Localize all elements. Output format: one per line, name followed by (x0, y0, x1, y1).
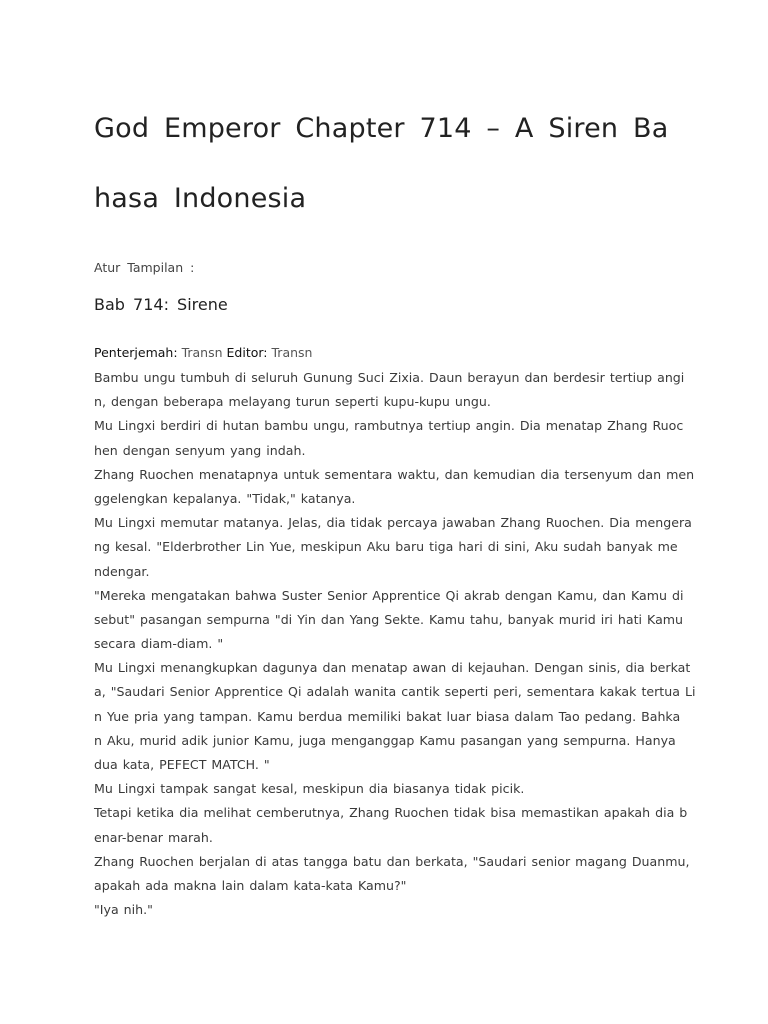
article-title-line-2: hasa Indonesia (94, 183, 307, 214)
body-line: sebut" pasangan sempurna "di Yin dan Yang Sekte. Kamu tahu, banyak murid iri hati Kamu (94, 611, 684, 627)
body-line: Zhang Ruochen berjalan di atas tangga batu dan berkata, "Saudari senior magang Duanmu, (94, 853, 690, 869)
body-line: ggelengkan kepalanya. "Tidak," katanya. (94, 490, 356, 506)
credits-line (94, 345, 312, 360)
body-line: Mu Lingxi berdiri di hutan bambu ungu, rambutnya tertiup angin. Dia menatap Zhang Ruoc (94, 418, 684, 434)
body-line: Bambu ungu tumbuh di seluruh Gunung Suci Zixia. Daun berayun dan berdesir tertiup angi (94, 370, 685, 385)
translator-label: Penterjemah: (94, 345, 178, 360)
body-line: Mu Lingxi menangkupkan dagunya dan menatap awan di kejauhan. Dengan sinis, dia berkat (94, 660, 691, 676)
body-line: dua kata, PEFECT MATCH. " (94, 757, 270, 772)
body-line: enar-benar marah. (94, 829, 213, 845)
editor-value: Transn (271, 345, 313, 360)
body-line: n Aku, murid adik junior Kamu, juga menganggap Kamu pasangan yang sempurna. Hanya (94, 732, 676, 748)
body-line: n, dengan beberapa melayang turun seperti kupu-kupu ungu. (94, 394, 491, 410)
translator-value: Transn (181, 345, 223, 360)
body-line: "Mereka mengatakan bahwa Suster Senior Apprentice Qi akrab dengan Kamu, dan Kamu di (94, 587, 684, 603)
body-line: Tetapi ketika dia melihat cemberutnya, Zhang Ruochen tidak bisa memastikan apakah dia b (94, 805, 688, 821)
body-line: Zhang Ruochen menatapnya untuk sementara waktu, dan kemudian dia tersenyum dan men (94, 466, 695, 482)
body-line: secara diam-diam. " (94, 636, 224, 652)
body-line: hen dengan senyum yang indah. (94, 442, 306, 458)
body-line: a, "Saudari Senior Apprentice Qi adalah wanita cantik seperti peri, sementara kakak tertua Li (94, 684, 696, 700)
editor-label: Editor: (226, 345, 268, 360)
body-line: n Yue pria yang tampan. Kamu berdua memiliki bakat luar biasa dalam Tao pedang. Bahka (94, 708, 681, 724)
body-line: Mu Lingxi tampak sangat kesal, meskipun dia biasanya tidak picik. (94, 781, 525, 797)
body-line: "Iya nih." (94, 902, 153, 918)
body-line: ng kesal. "Elderbrother Lin Yue, meskipun Aku baru tiga hari di sini, Aku sudah banyak me (94, 539, 678, 555)
body-line: Mu Lingxi memutar matanya. Jelas, dia tidak percaya jawaban Zhang Ruochen. Dia mengera (94, 515, 692, 531)
chapter-body (94, 366, 696, 922)
article-title-line-1: God Emperor Chapter 714 – A Siren Ba (94, 113, 669, 144)
body-line: ndengar. (94, 563, 150, 579)
chapter-heading: Bab 714: Sirene (94, 295, 228, 314)
display-settings-label[interactable]: Atur Tampilan : (94, 260, 195, 275)
body-line: apakah ada makna lain dalam kata-kata Kamu?" (94, 877, 407, 893)
